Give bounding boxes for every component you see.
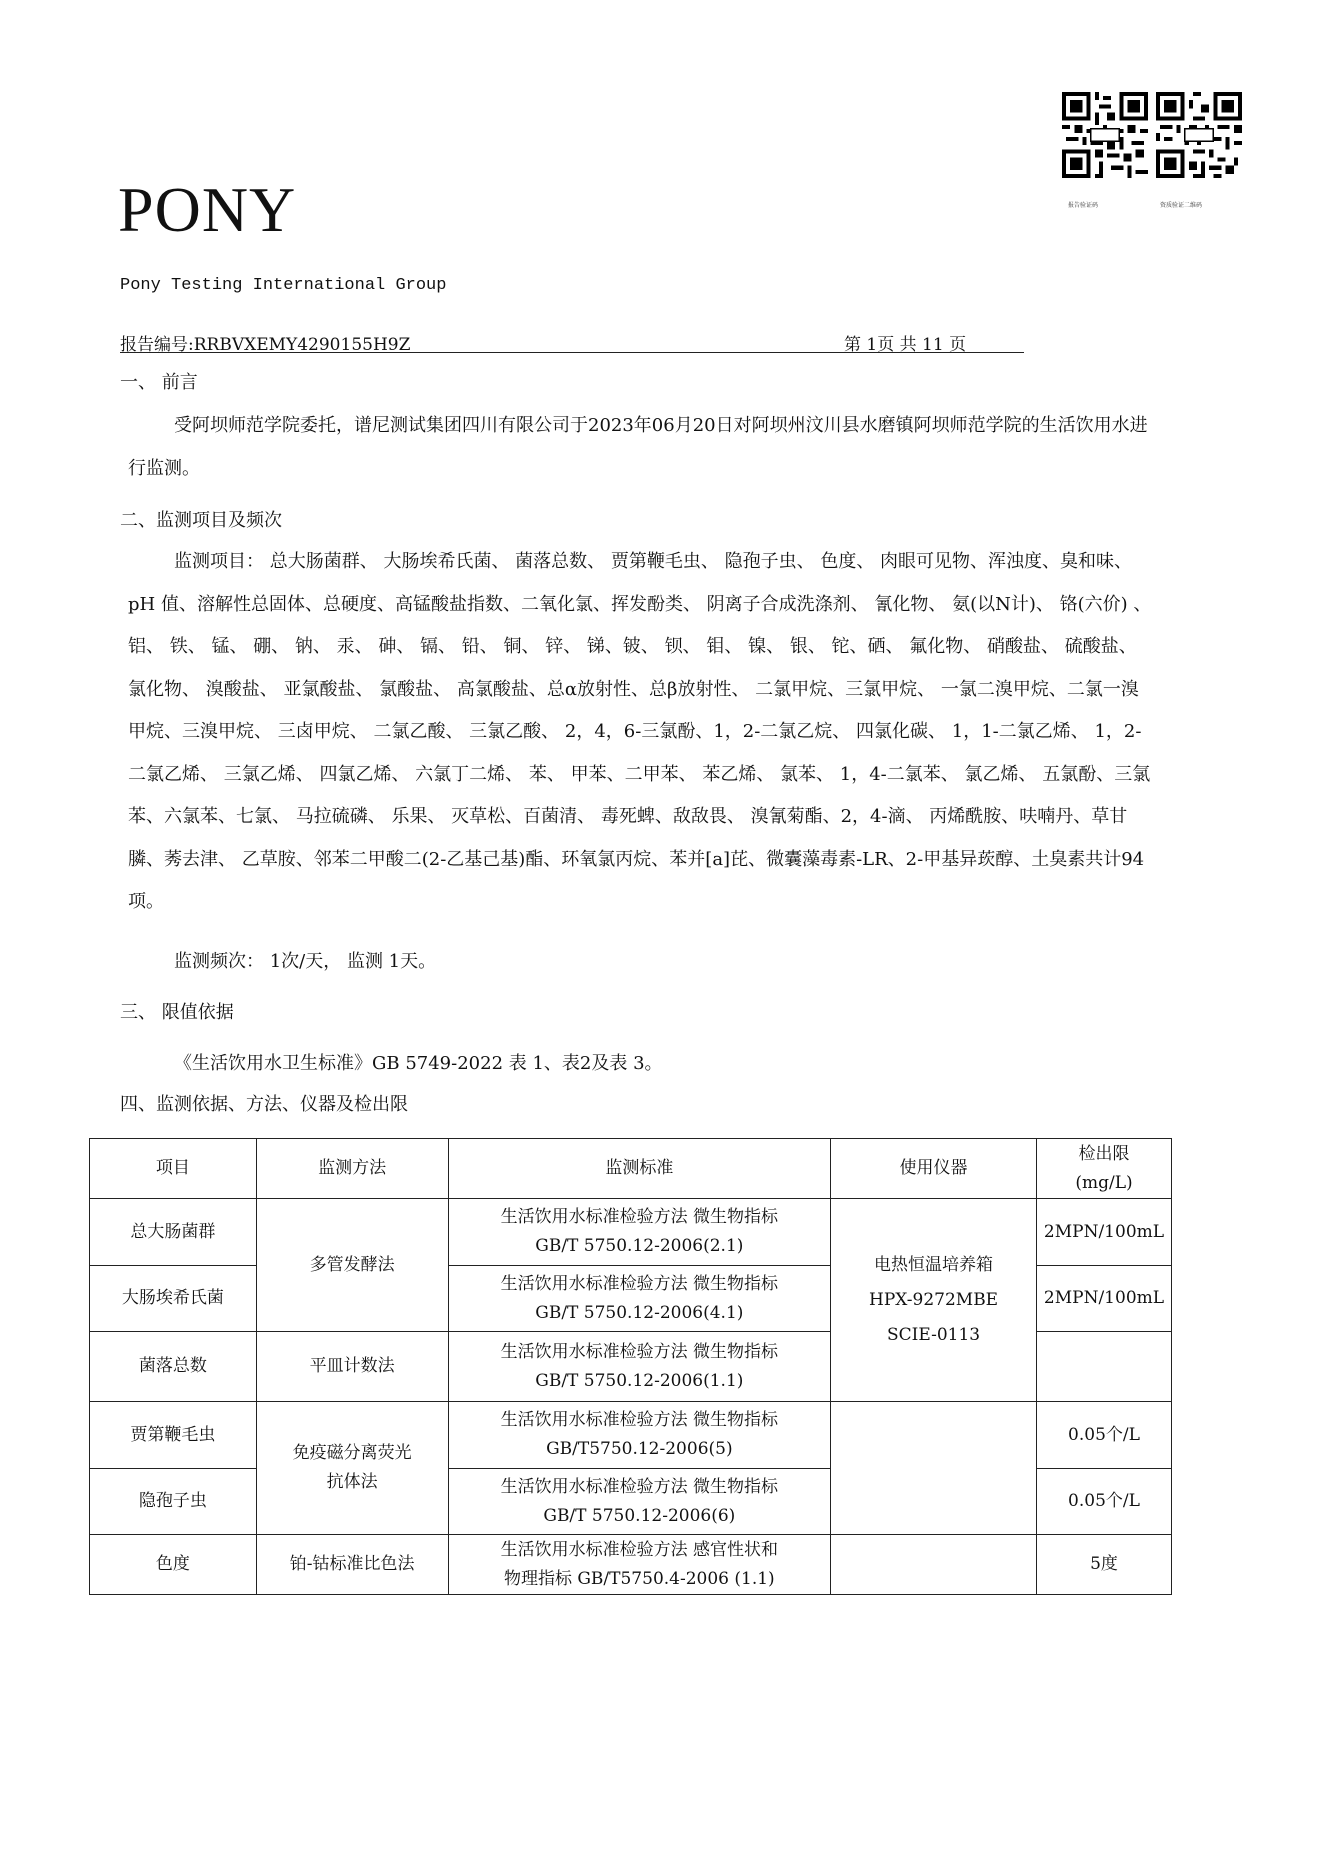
header-standard: 监测标准 (448, 1139, 831, 1199)
table-row (90, 1199, 1172, 1266)
standard-cell: 生活饮用水标准检验方法 微生物指标 GB/T 5750.12-2006(2.1) (448, 1199, 831, 1266)
standard-cell: 生活饮用水标准检验方法 微生物指标 GB/T 5750.12-2006(6) (448, 1469, 831, 1535)
instrument-cell-empty (831, 1402, 1037, 1535)
header-limit: 检出限 (mg/L) (1036, 1139, 1171, 1199)
table-row (90, 1402, 1172, 1469)
methods-table (89, 1138, 1172, 1595)
row-item: 贾第鞭毛虫 (90, 1402, 257, 1469)
instrument-cell: 电热恒温培养箱 HPX-9272MBE SCIE-0113 (831, 1199, 1037, 1402)
section-1-title: 一、 前言 (120, 372, 198, 393)
section-1-text: 受阿坝师范学院委托，谱尼测试集团四川有限公司于2023年06月20日对阿坝州汶川县水磨镇阿坝师范学院的生活饮用水进行监测。 (128, 415, 1148, 479)
limit-cell: 5度 (1036, 1535, 1171, 1595)
instrument-cell-empty (831, 1535, 1037, 1595)
limit-cell: 0.05个/L (1036, 1402, 1171, 1469)
standard-cell: 生活饮用水标准检验方法 微生物指标 GB/T 5750.12-2006(4.1) (448, 1266, 831, 1332)
row-item: 菌落总数 (90, 1332, 257, 1402)
standard-cell: 生活饮用水标准检验方法 微生物指标 GB/T5750.12-2006(5) (448, 1402, 831, 1469)
monitoring-items: 监测项目： 总大肠菌群、 大肠埃希氏菌、 菌落总数、 贾第鞭毛虫、 隐孢子虫、 色度、 肉眼可见物、浑浊度、臭和味、pH 值、溶解性总固体、总硬度、高锰酸盐指数、二氧化氯、挥发酚类、 阴离子合成洗涤剂、 氰化物、 氨(以N计)、 铬(六价) 、 铝、 铁、 锰、 硼、 钠、 汞、 砷、 镉、 铅、 铜、 锌、 锑、铍、 钡、 钼、 镍、 银、 铊、硒、 氟化物、 硝酸盐、 硫酸盐、 氯化物、 溴酸盐、 亚氯酸盐、 氯酸盐、 高氯酸盐、总α放射性、总β放射性、 二氯甲烷、三氯甲烷、 一氯二溴甲烷、二氯一溴甲烷、三溴甲烷、 三卤甲烷、 二氯乙酸、 三氯乙酸、 2，4，6-三氯酚、1，2-二氯乙烷、 四氯化碳、 1，1-二氯乙烯、 1，2-二氯乙烯、 三氯乙烯、 四氯乙烯、 六氯丁二烯、 苯、 甲苯、二甲苯、 苯乙烯、 氯苯、 1，4-二氯苯、 氯乙烯、 五氯酚、三氯苯、六氯苯、七氯、 马拉硫磷、 乐果、 灭草松、百菌清、 毒死蜱、敌敌畏、 溴氰菊酯、2，4-滴、 丙烯酰胺、呋喃丹、草甘膦、莠去津、 乙草胺、邻苯二甲酸二(2-乙基己基)酯、环氧氯丙烷、苯并[a]芘、微囊藻毒素-LR、2-甲基异莰醇、土臭素共计94项。 (128, 551, 1152, 912)
header-method: 监测方法 (256, 1139, 448, 1199)
limit-cell: 0.05个/L (1036, 1469, 1171, 1535)
header-item: 项目 (90, 1139, 257, 1199)
method-cell: 免疫磁分离荧光 抗体法 (256, 1402, 448, 1535)
company-subtitle: Pony Testing International Group (120, 276, 447, 295)
report-header (120, 328, 1024, 353)
section-3-title: 三、 限值依据 (120, 1002, 234, 1023)
table-header-row (90, 1139, 1172, 1199)
method-cell: 多管发酵法 (256, 1199, 448, 1332)
limit-cell: 2MPN/100mL (1036, 1199, 1171, 1266)
report-number: 报告编号:RRBVXEMY4290155H9Z (120, 335, 411, 355)
row-item: 隐孢子虫 (90, 1469, 257, 1535)
header-instrument: 使用仪器 (831, 1139, 1037, 1199)
method-cell: 平皿计数法 (256, 1332, 448, 1402)
limit-basis-text: 《生活饮用水卫生标准》GB 5749-2022 表 1、表2及表 3。 (174, 1053, 663, 1074)
limit-cell: 2MPN/100mL (1036, 1266, 1171, 1332)
section-2-title: 二、监测项目及频次 (120, 510, 282, 531)
page-info: 第 1页 共 11 页 (844, 335, 967, 355)
qr-caption-right: 资质验证二维码 (1160, 202, 1203, 209)
company-logo: PONY (118, 174, 297, 245)
limit-cell (1036, 1332, 1171, 1402)
verification-qr-code-left (1062, 92, 1148, 178)
section-4-title: 四、监测依据、方法、仪器及检出限 (120, 1094, 408, 1115)
row-item: 总大肠菌群 (90, 1199, 257, 1266)
method-cell: 铂-钴标准比色法 (256, 1535, 448, 1595)
qr-caption-left: 报告验证码 (1068, 202, 1099, 209)
qualification-qr-code-right (1156, 92, 1242, 178)
standard-cell: 生活饮用水标准检验方法 感官性状和 物理指标 GB/T5750.4-2006 (1.1) (448, 1535, 831, 1595)
table-row (90, 1535, 1172, 1595)
row-item: 色度 (90, 1535, 257, 1595)
monitoring-frequency: 监测频次： 1次/天， 监测 1天。 (174, 951, 437, 972)
row-item: 大肠埃希氏菌 (90, 1266, 257, 1332)
standard-cell: 生活饮用水标准检验方法 微生物指标 GB/T 5750.12-2006(1.1) (448, 1332, 831, 1402)
